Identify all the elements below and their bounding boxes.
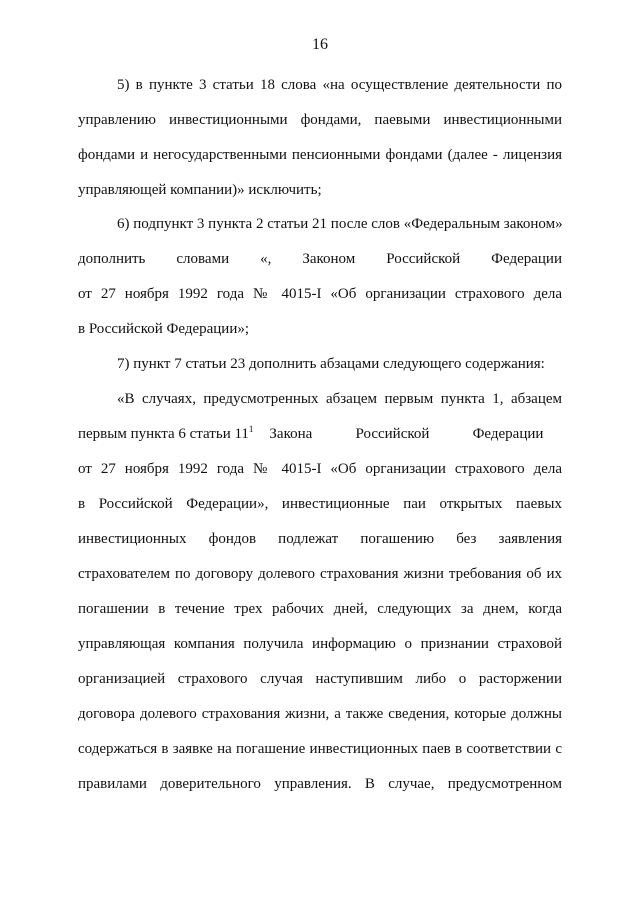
text-line: управлению инвестиционными фондами, паевыми инвестиционными (78, 112, 562, 128)
text-line: фондами и негосударственными пенсионными фондами (далее - лицензия (78, 147, 562, 163)
text-line: в Российской Федерации»; (78, 321, 250, 337)
text-line: погашении в течение трех рабочих дней, следующих за днем, когда (78, 601, 562, 617)
text-segment: Закона Российской Федерации (269, 426, 544, 442)
text-line: в Российской Федерации», инвестиционные паи открытых паевых (78, 496, 562, 512)
text-line: 6) подпункт 3 пункта 2 статьи 21 после слов «Федеральным законом» (117, 216, 563, 232)
text-line: организацией страхового случая наступившим либо о расторжении (78, 671, 562, 687)
text-line: от 27 ноября 1992 года № 4015-I «Об организации страхового дела (78, 461, 562, 477)
text-line: 5) в пункте 3 статьи 18 слова «на осуществление деятельности по (117, 77, 562, 93)
text-line: правилами доверительного управления. В случае, предусмотренном (78, 776, 562, 792)
superscript: 1 (248, 424, 254, 434)
text-line-with-superscript (78, 425, 562, 443)
text-line: инвестиционных фондов подлежат погашению без заявления (78, 531, 562, 547)
text-line: 7) пункт 7 статьи 23 дополнить абзацами следующего содержания: (117, 356, 545, 372)
text-line: содержаться в заявке на погашение инвестиционных паев в соответствии с (78, 741, 562, 757)
text-line: дополнить словами «, Законом Российской Федерации (78, 251, 562, 267)
text-segment: первым пункта 6 статьи 11 (78, 426, 249, 442)
text-line: управляющая компания получила информацию о признании страховой (78, 636, 562, 652)
text-line: управляющей компании)» исключить; (78, 182, 322, 198)
text-line: «В случаях, предусмотренных абзацем первым пункта 1, абзацем (117, 391, 562, 407)
text-line: договора долевого страхования жизни, а также сведения, которые должны (78, 706, 562, 722)
text-line: страхователем по договору долевого страхования жизни требования об их (78, 566, 562, 582)
page-number: 16 (312, 36, 328, 53)
text-line: от 27 ноября 1992 года № 4015-I «Об организации страхового дела (78, 286, 562, 302)
